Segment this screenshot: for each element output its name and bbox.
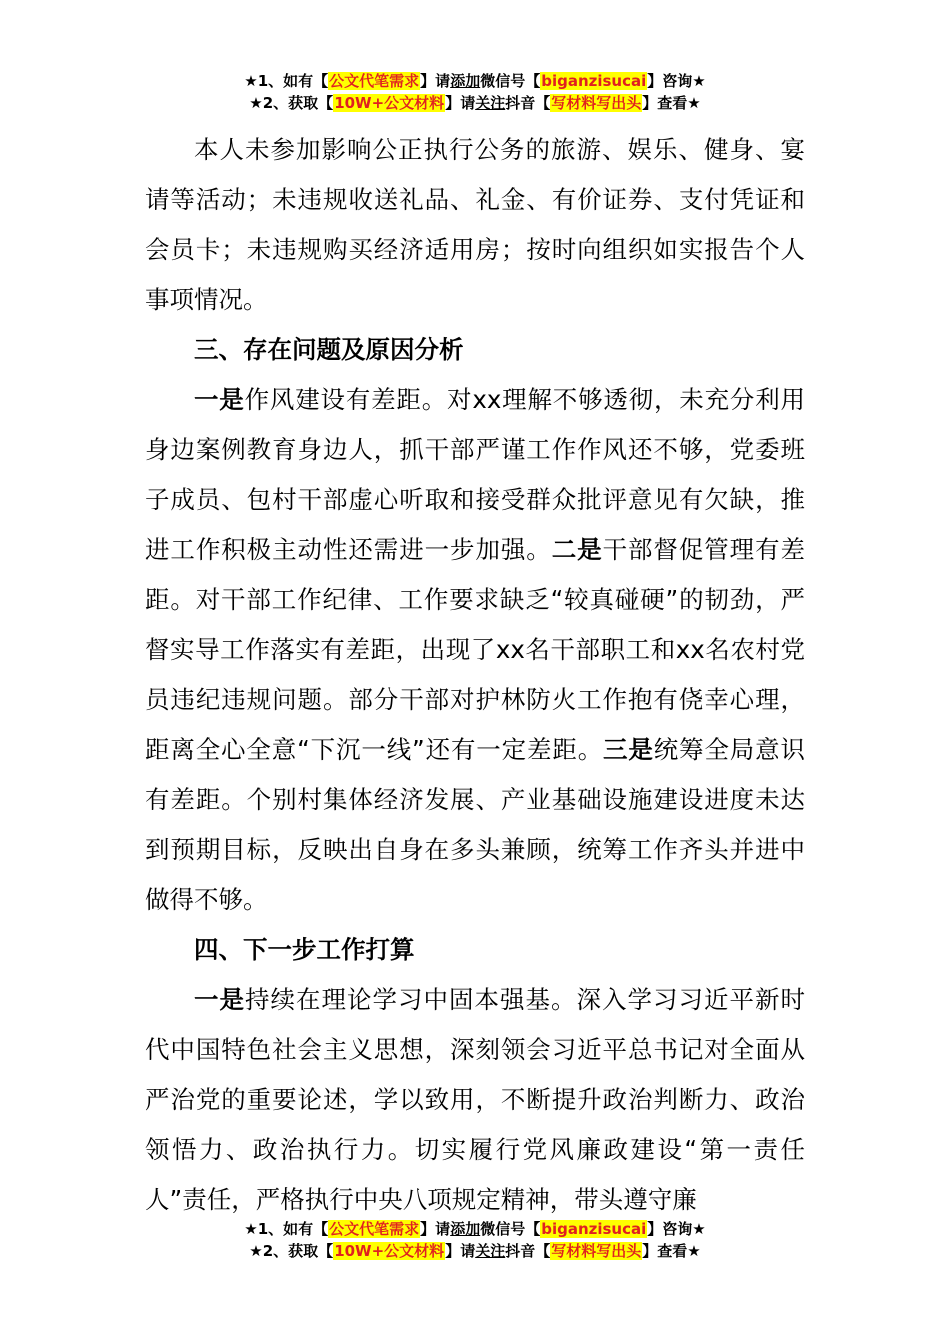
banner-text: 】咨询★ — [647, 72, 706, 90]
keyword-third: 三是 — [603, 735, 654, 764]
paragraph-text: 干部督促管理有差距。对干部工作纪律、工作要求缺乏“较真碰硬”的韧劲，严督实导工作落实有差距，出现了xx名干部职工和xx名农村党员违纪违规问题。部分干部对护林防火工作抱有侥幸心理，距离全心全意“下沉一线”还有一定差距。 — [145, 535, 806, 764]
banner-line-2 — [0, 92, 950, 114]
banner-highlight: 10W+公文材料 — [334, 94, 445, 112]
banner-text: 抖音【 — [505, 1242, 551, 1260]
banner-text: 微信号【 — [480, 1220, 541, 1238]
document-body — [145, 125, 805, 1225]
banner-highlight: 公文代笔需求 — [329, 1220, 420, 1238]
keyword-first: 一是 — [194, 985, 245, 1014]
keyword-first: 一是 — [194, 385, 245, 414]
banner-douyin-id: 写材料写出头 — [551, 94, 642, 112]
banner-underline: 添加 — [450, 72, 481, 90]
banner-line-2 — [0, 1240, 950, 1262]
banner-line-1 — [0, 1218, 950, 1240]
banner-underline: 添加 — [450, 1220, 481, 1238]
banner-text: 】请 — [445, 1242, 476, 1260]
paragraph-integrity: 本人未参加影响公正执行公务的旅游、娱乐、健身、宴请等活动；未违规收送礼品、礼金、有价证券、支付凭证和会员卡；未违规购买经济适用房；按时向组织如实报告个人事项情况。 — [145, 135, 805, 314]
paragraph-problems — [145, 375, 805, 925]
banner-underline: 关注 — [475, 94, 506, 112]
banner-text: 】查看★ — [642, 1242, 701, 1260]
banner-wechat-id: biganzisucai — [541, 72, 647, 90]
footer-banner — [0, 1218, 950, 1262]
paragraph-text: 统筹全局意识有差距。个别村集体经济发展、产业基础设施建设进度未达到预期目标，反映出自身在多头兼顾，统筹工作齐头并进中做得不够。 — [145, 735, 806, 914]
paragraph-text: 持续在理论学习中固本强基。深入学习习近平新时代中国特色社会主义思想，深刻领会习近平总书记对全面从严治党的重要论述，学以致用，不断提升政治判断力、政治领悟力、政治执行力。切实履行党风廉政建设“第一责任人”责任，严格执行中央八项规定精神，带头遵守廉 — [145, 985, 805, 1214]
header-banner — [0, 70, 950, 114]
section-heading-next-steps: 四、下一步工作打算 — [194, 935, 415, 964]
banner-wechat-id: biganzisucai — [541, 1220, 647, 1238]
banner-text: ★1、如有【 — [244, 1220, 329, 1238]
banner-highlight: 公文代笔需求 — [329, 72, 420, 90]
banner-text: 抖音【 — [505, 94, 551, 112]
section-heading-problems: 三、存在问题及原因分析 — [194, 335, 464, 364]
banner-text: 】查看★ — [642, 94, 701, 112]
banner-text: 】请 — [445, 94, 476, 112]
banner-text: 】咨询★ — [647, 1220, 706, 1238]
banner-line-1 — [0, 70, 950, 92]
banner-text: 】请 — [420, 1220, 451, 1238]
banner-text: 微信号【 — [480, 72, 541, 90]
banner-underline: 关注 — [475, 1242, 506, 1260]
banner-highlight: 10W+公文材料 — [334, 1242, 445, 1260]
banner-douyin-id: 写材料写出头 — [551, 1242, 642, 1260]
banner-text: ★1、如有【 — [244, 72, 329, 90]
banner-text: ★2、获取【 — [249, 1242, 334, 1260]
paragraph-next-steps — [145, 975, 805, 1225]
keyword-second: 二是 — [551, 535, 603, 564]
banner-text: 】请 — [420, 72, 451, 90]
banner-text: ★2、获取【 — [249, 94, 334, 112]
paragraph-text: 作风建设有差距。对xx理解不够透彻，未充分利用身边案例教育身边人，抓干部严谨工作作风还不够，党委班子成员、包村干部虚心听取和接受群众批评意见有欠缺，推进工作积极主动性还需进一步加强。 — [145, 385, 805, 564]
